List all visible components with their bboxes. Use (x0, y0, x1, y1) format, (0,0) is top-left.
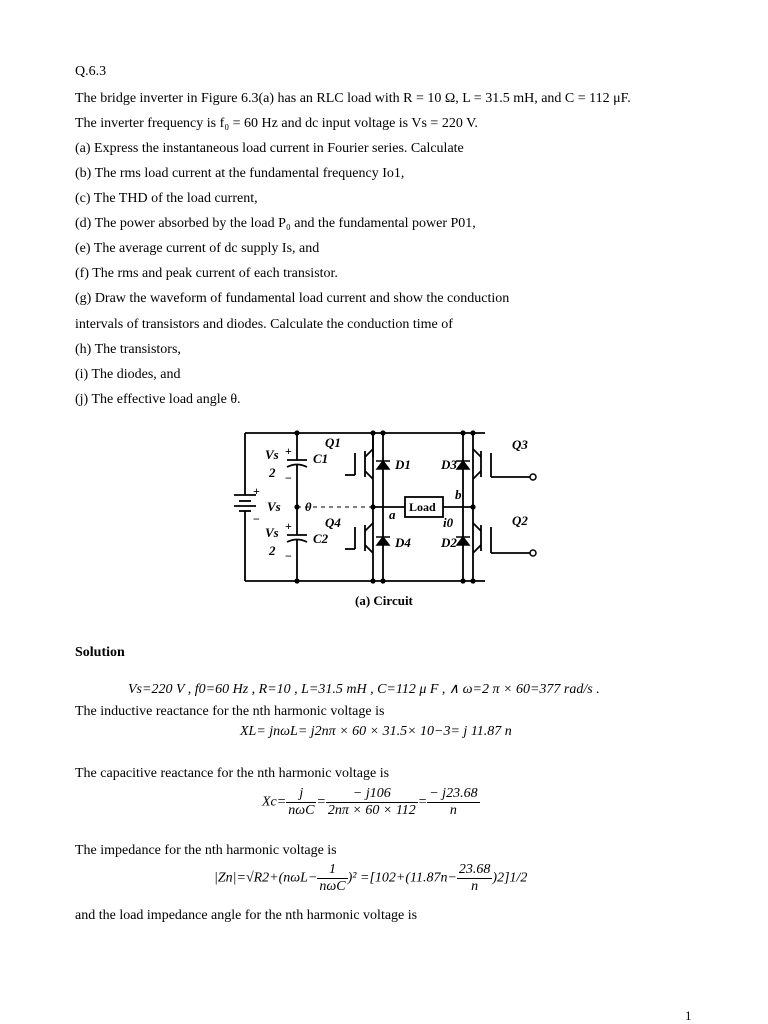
xc-f3-num: − j23.68 (429, 786, 478, 801)
inductive-text: The inductive reactance for the nth harmonic voltage is (75, 704, 385, 719)
xc-f2-den: 2nπ × 60 × 112 (327, 803, 416, 818)
label-load: Load (409, 500, 436, 514)
zn-f2-den: n (471, 879, 479, 894)
label-half-vs-top: Vs (265, 447, 279, 462)
label-plus-top: + (285, 444, 292, 458)
question-number: Q.6.3 (75, 64, 107, 79)
question-line-5: (c) The THD of the load current, (75, 191, 258, 206)
zn-f-den: nωC (319, 879, 346, 894)
zn-rhs-a: =[102+(11.87n− (360, 870, 457, 886)
figure-caption: (a) Circuit (355, 593, 413, 608)
question-line-9: (g) Draw the waveform of fundamental load current and show the conduction (75, 291, 510, 306)
question-line-4: (b) The rms load current at the fundamental frequency Io1, (75, 166, 405, 181)
label-c1: C1 (313, 451, 329, 466)
xc-f1-num: j (286, 786, 316, 803)
question-line-12: (i) The diodes, and (75, 367, 181, 382)
label-c2: C2 (313, 531, 329, 546)
label-node-b: b (455, 487, 462, 502)
solution-heading: Solution (75, 645, 125, 660)
xc-f2-num: − j106 (326, 786, 418, 803)
impedance-text: The impedance for the nth harmonic voltage is (75, 843, 337, 858)
capacitive-equation: Xc= $\frac{j}{\text{nωC}}$ = $\frac{- j106}{2n\pi \times 60 \times 112}$ = $\frac{- j23.68}{n}$ (262, 786, 478, 818)
zn-f2-num: 23.68 (458, 862, 491, 877)
label-q1: Q1 (325, 435, 341, 450)
label-minus-top: − (285, 471, 292, 485)
label-q4: Q4 (325, 515, 341, 530)
label-plus-battery: + (253, 484, 260, 498)
capacitive-text: The capacitive reactance for the nth harmonic voltage is (75, 766, 390, 781)
zn-inner: R2+(nωL− (253, 870, 318, 886)
inductive-equation: XL= jnωL= j2nπ × 60 × 31.5× 10−3= j 11.87 n (240, 724, 512, 739)
impedance-equation: |Zn|=√R2+(nωL− $\frac{1}{\text{nωC}}$ )² =[102+(11.87n− $\frac{23.68}{n}$ )2]1/2 (214, 862, 528, 894)
question-line-2: The inverter frequency is f₀ = 60 Hz and dc input voltage is Vs = 220 V. (75, 116, 478, 131)
label-io: i0 (443, 515, 454, 530)
xc-f3-den: n (449, 803, 457, 818)
label-d2: D2 (441, 535, 457, 550)
question-line-11: (h) The transistors, (75, 342, 181, 357)
label-d1: D1 (395, 457, 411, 472)
label-half-den-bottom: 2 (269, 543, 276, 558)
bridge-inverter-circuit (225, 425, 555, 615)
xc-f1-den: nωC (288, 803, 315, 818)
label-vs: Vs (267, 499, 281, 514)
question-line-13: (j) The effective load angle θ. (75, 392, 241, 407)
label-node-0: 0 (305, 499, 312, 514)
label-d3: D3 (441, 457, 457, 472)
xc-lhs: Xc= (262, 794, 287, 810)
given-values: Vs=220 V , f0=60 Hz , R=10 , L=31.5 mH , C=112 μ F , ∧ ω=2 π × 60=377 rad/s . (128, 682, 600, 697)
question-line-7: (e) The average current of dc supply Is, and (75, 241, 320, 256)
zn-lhs: |Zn|= (214, 870, 246, 886)
question-line-3: (a) Express the instantaneous load current in Fourier series. Calculate (75, 141, 464, 156)
label-plus-bottom: + (285, 519, 292, 533)
label-node-a: a (389, 507, 396, 522)
question-line-6: (d) The power absorbed by the load P₀ and the fundamental power P01, (75, 216, 476, 231)
label-d4: D4 (395, 535, 411, 550)
label-q3: Q3 (512, 437, 528, 452)
zn-rhs-b: )2]1/2 (492, 870, 528, 886)
label-minus-bottom: − (285, 549, 292, 563)
page-number: 1 (685, 1008, 692, 1023)
label-half-vs-bottom: Vs (265, 525, 279, 540)
label-q2: Q2 (512, 513, 528, 528)
label-minus-battery: − (253, 512, 260, 526)
question-line-8: (f) The rms and peak current of each transistor. (75, 266, 338, 281)
label-half-den-top: 2 (269, 465, 276, 480)
zn-f-num: 1 (317, 862, 347, 879)
question-line-1: The bridge inverter in Figure 6.3(a) has an RLC load with R = 10 Ω, L = 31.5 mH, and C = 112 μF. (75, 91, 631, 106)
angle-text: and the load impedance angle for the nth harmonic voltage is (75, 908, 418, 923)
question-line-10: intervals of transistors and diodes. Calculate the conduction time of (75, 317, 453, 332)
